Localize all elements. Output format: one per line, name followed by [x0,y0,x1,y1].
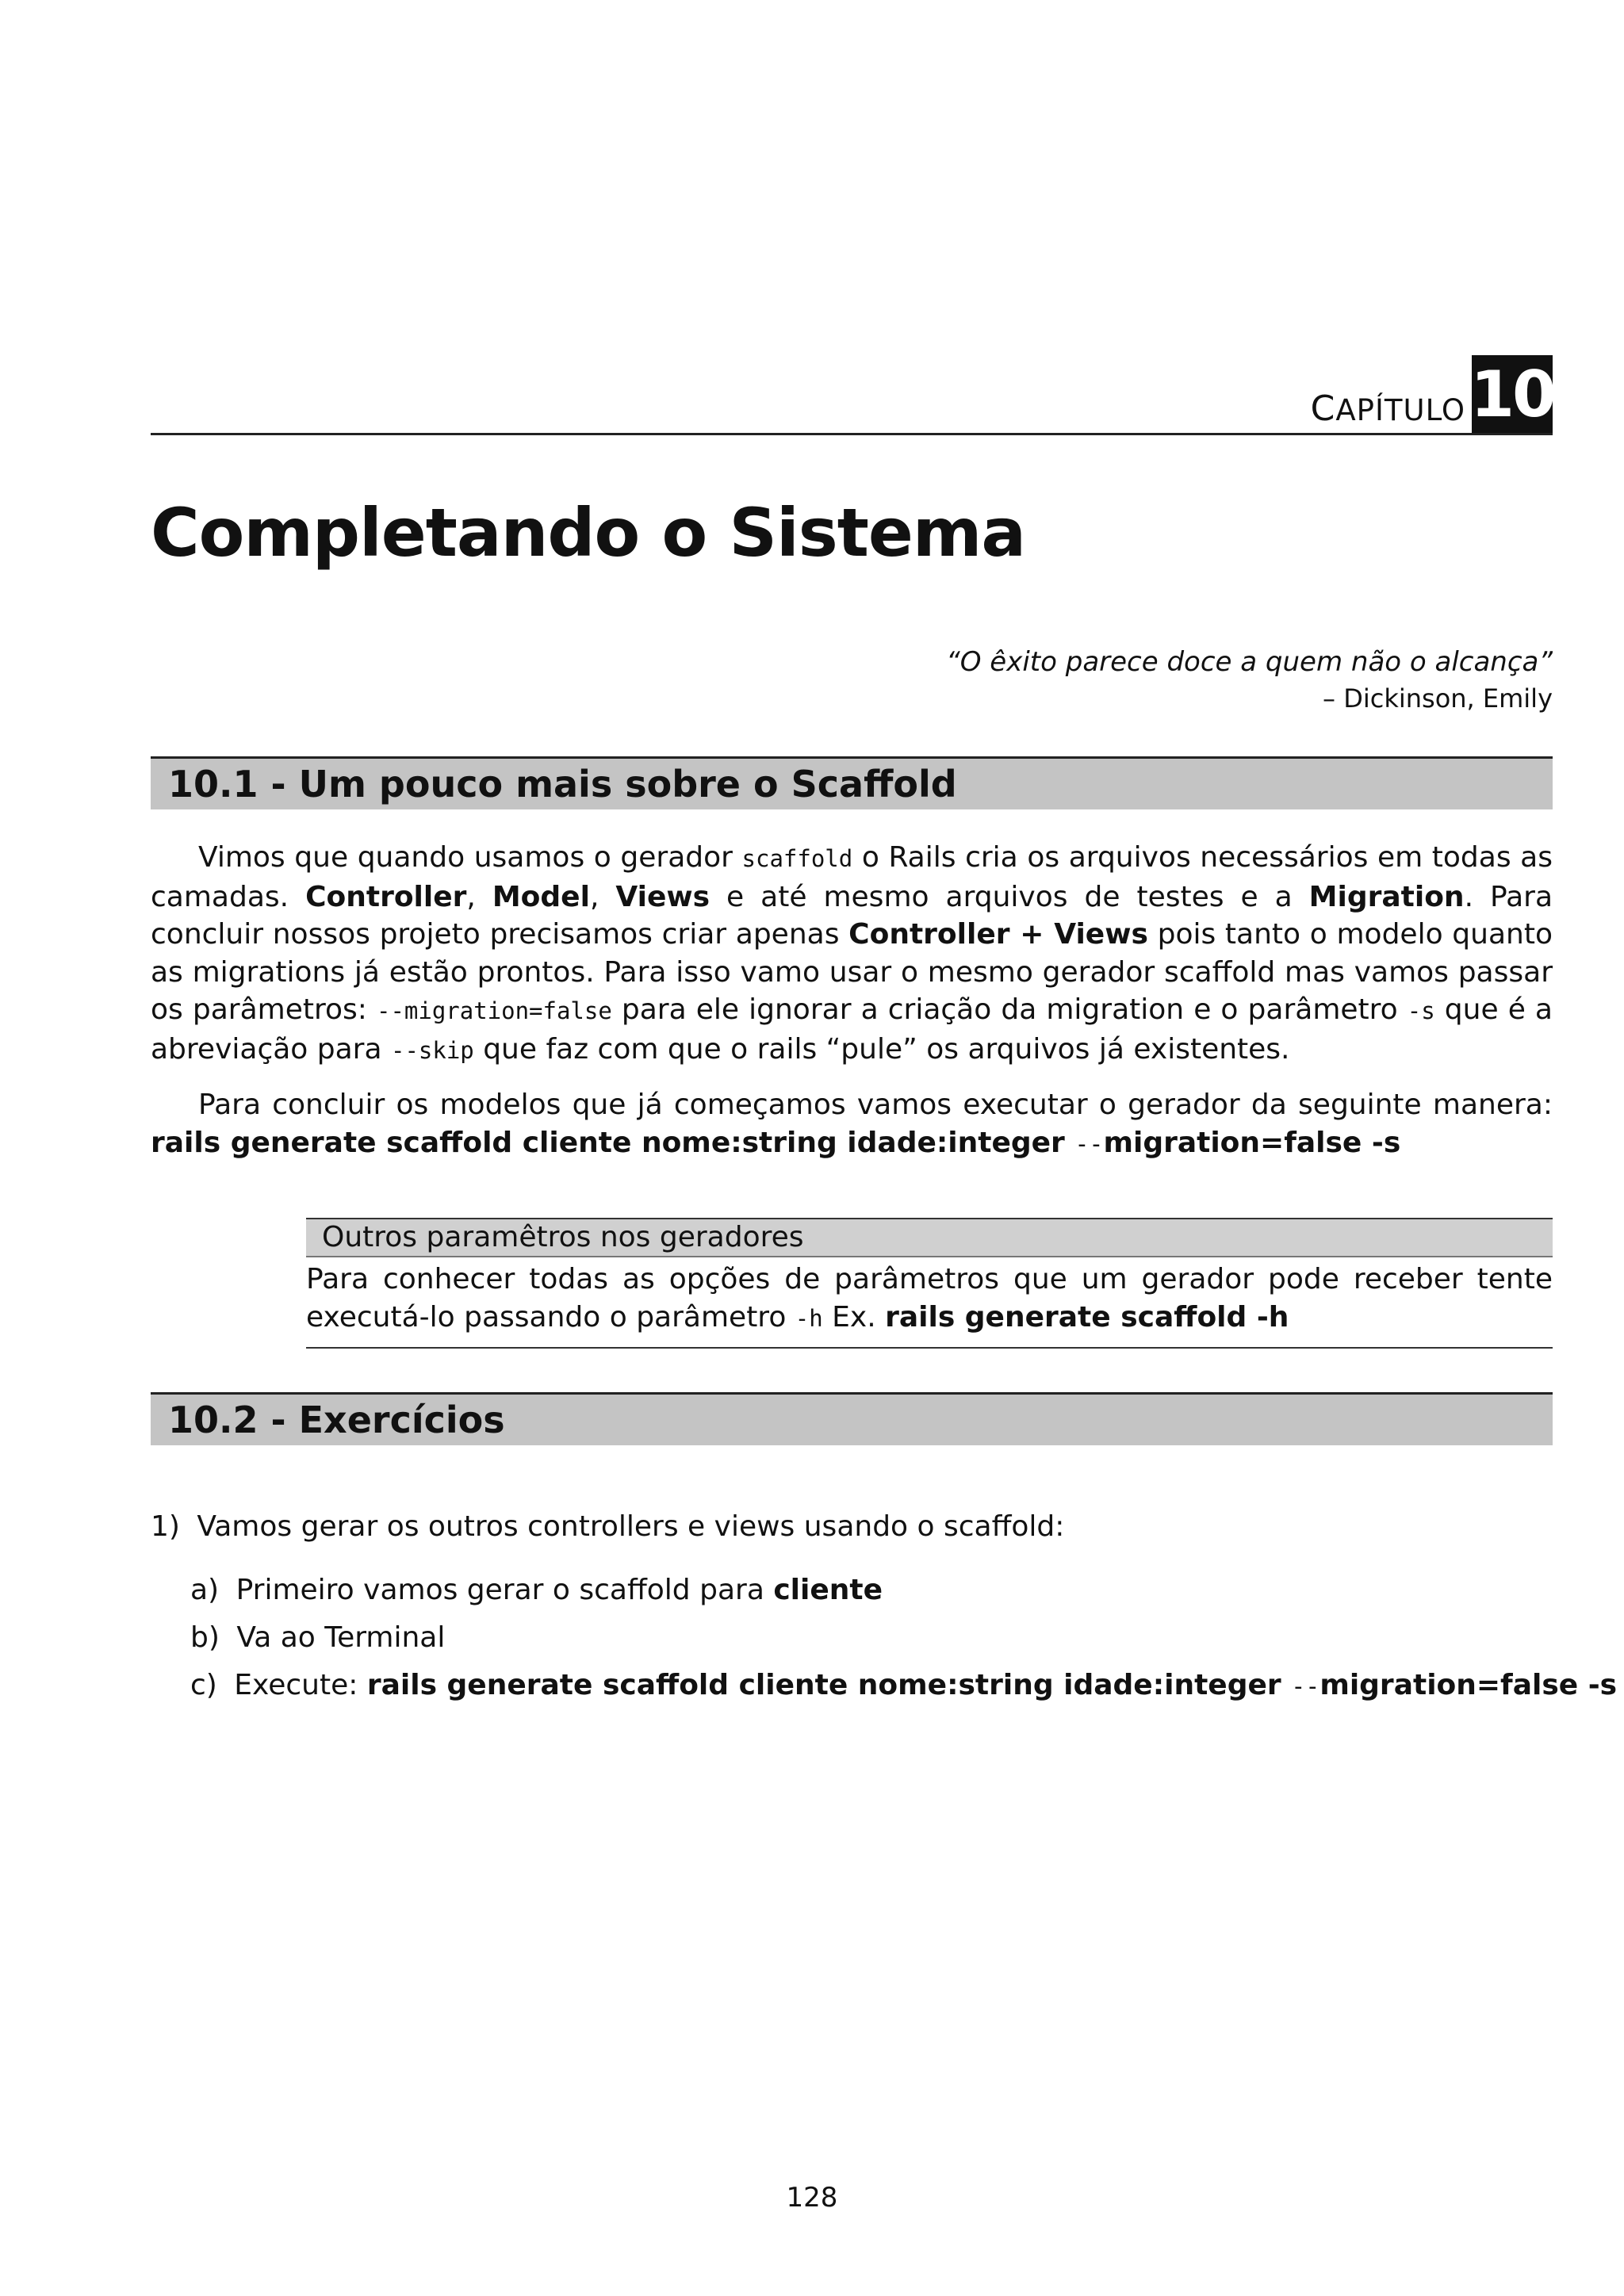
dash-glyph: -- [1074,1130,1104,1158]
chapter-number: 10 [1472,355,1553,434]
text-run: , [589,880,616,913]
chapter-title: Completando o Sistema [151,494,1026,572]
list-subitem [190,1667,1617,1705]
text-run: Ex. [822,1300,886,1334]
chapter-header [1311,355,1553,434]
section-heading-text: 10.2 - Exercícios [168,1399,505,1441]
list-item-text: Execute: [234,1669,367,1701]
list-item-text: Primeiro vamos gerar o scaffold para [236,1574,774,1606]
note-title: Outros paramêtros nos geradores [306,1218,1553,1257]
bold-text: migration=false -s [1103,1126,1401,1159]
list-subitem [190,1571,883,1609]
bold-text: rails generate scaffold cliente nome:string idade:integer [366,1669,1292,1701]
list-item [151,1508,1064,1545]
epigraph-author: – Dickinson, Emily [1323,683,1553,714]
bold-text: rails generate scaffold cliente nome:string idade:integer [151,1126,1075,1159]
text-run: para ele ignorar a criação da migration e o parâmetro [611,993,1408,1026]
inline-code: -s [1407,997,1435,1024]
note-body [306,1257,1553,1349]
inline-code: --migration=false [376,997,612,1024]
text-run: . Para concluir nossos projeto precisamos criar apenas [151,880,1553,951]
dash-glyph: -- [1291,1673,1320,1701]
bold-text: cliente [773,1574,883,1606]
text-run: o Rails cria os arquivos necessários em todas as camadas. [151,841,1553,913]
list-item-text: Vamos gerar os outros controllers e views usando o scaffold: [197,1510,1065,1543]
page-number: 128 [786,2182,838,2214]
text-run: e até mesmo arquivos de testes e a [710,880,1309,913]
section-heading-10-2 [151,1392,1553,1445]
list-marker: c) [190,1669,217,1701]
chapter-label-initial: C [1310,388,1336,429]
inline-code: --skip [390,1036,474,1064]
list-item-text: Va ao Terminal [236,1621,446,1654]
text-run: Vimos que quando usamos o gerador [198,841,742,874]
text-run: , [466,880,492,913]
section-heading-10-1 [151,756,1553,809]
list-marker: b) [190,1621,220,1654]
text-run: que é a abreviação para [151,993,1553,1066]
bold-text: Migration [1308,880,1465,913]
text-run: que faz com que o rails “pule” os arquivos já existentes. [473,1032,1290,1066]
text-run: Para conhecer todas as opções de parâmetros que um gerador pode receber tente executá-lo passando o parâmetro [306,1263,1553,1334]
list-marker: a) [190,1574,220,1606]
section-heading-text: 10.1 - Um pouco mais sobre o Scaffold [168,763,957,806]
bold-text: Views [615,880,710,913]
list-subitem [190,1619,445,1656]
epigraph [946,644,1553,717]
inline-code: scaffold [741,845,853,872]
text-run: Para concluir os modelos que já começamos vamos executar o gerador da seguinte manera: [198,1089,1553,1121]
section-paragraph-1 [151,839,1553,1070]
epigraph-quote: “O êxito parece doce a quem não o alcança” [946,646,1553,678]
bold-text: Controller + Views [848,918,1148,951]
bold-text: Model [492,880,590,913]
bold-text: rails generate scaffold -h [885,1300,1289,1334]
inline-code: -h [795,1304,823,1332]
chapter-label [1310,388,1465,429]
list-marker: 1) [151,1510,180,1543]
chapter-rule [151,433,1553,435]
section-paragraph-2 [151,1086,1553,1163]
chapter-label-rest: APÍTULO [1335,393,1465,427]
bold-text: migration=false -s [1320,1669,1618,1701]
note-box [306,1218,1553,1349]
bold-text: Controller [305,880,467,913]
text-run: pois tanto o modelo quanto as migrations já estão prontos. Para isso vamo usar o mesmo gerador scaffold mas vamos passar os parâmetros: [151,918,1553,1026]
